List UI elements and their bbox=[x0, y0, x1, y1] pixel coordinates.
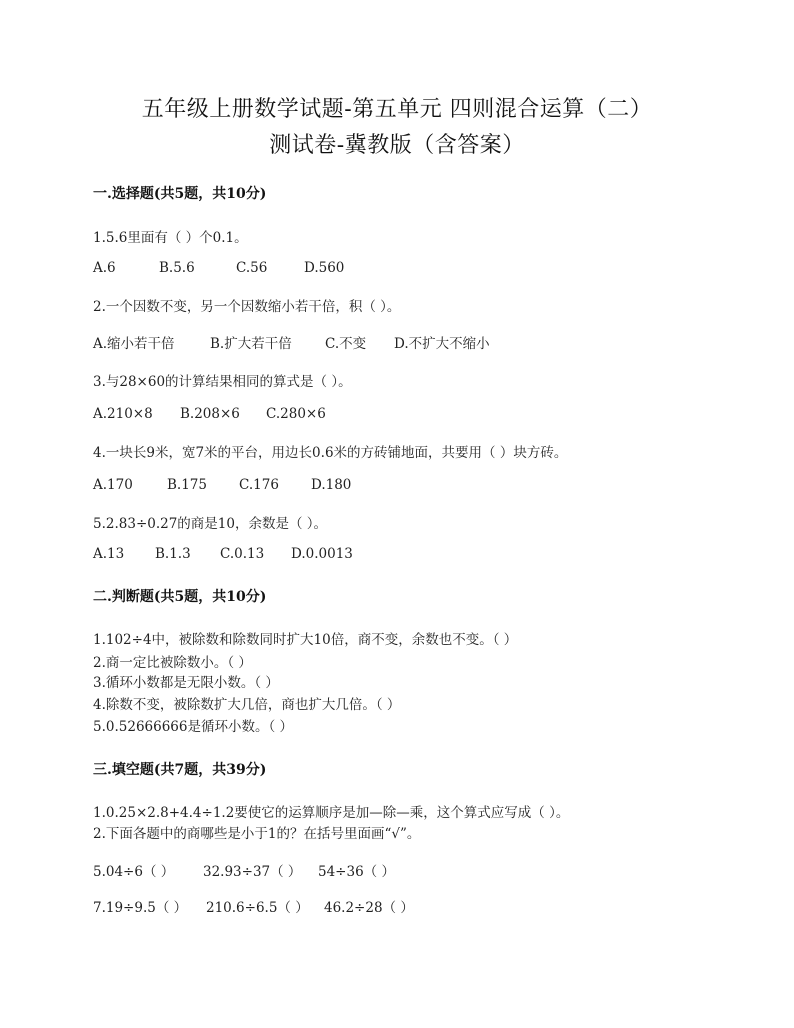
option-a: A.170 bbox=[93, 477, 133, 493]
judge-question-1: 1.102÷4中，被除数和除数同时扩大10倍，商不变，余数也不变。（ ） bbox=[93, 632, 518, 648]
judge-question-5: 5.0.52666666是循环小数。（ ） bbox=[93, 719, 294, 735]
fill-row-1 bbox=[93, 860, 395, 880]
option-c: C.56 bbox=[236, 260, 268, 276]
page-title-line1: 五年级上册数学试题-第五单元 四则混合运算（二） bbox=[141, 97, 653, 122]
option-d: D.180 bbox=[311, 477, 352, 493]
fill-question-2: 2.下面各题中的商哪些是小于1的？在括号里面画“√”。 bbox=[93, 826, 421, 842]
option-c: C.不变 bbox=[325, 336, 367, 352]
option-a: A.缩小若干倍 bbox=[93, 336, 175, 352]
option-d: D.不扩大不缩小 bbox=[394, 336, 490, 352]
expression: 32.93÷37（ ） bbox=[203, 864, 302, 880]
choice-question-4: 4.一块长9米，宽7米的平台，用边长0.6米的方砖铺地面，共要用（ ）块方砖。 bbox=[93, 445, 568, 461]
option-c: C.176 bbox=[239, 477, 279, 493]
option-b: B.175 bbox=[167, 477, 207, 493]
fill-row-2 bbox=[93, 896, 414, 916]
choice-options-3 bbox=[93, 406, 326, 422]
option-d: D.560 bbox=[304, 260, 345, 276]
option-b: B.扩大若干倍 bbox=[210, 336, 292, 352]
expression: 210.6÷6.5（ ） bbox=[206, 900, 309, 916]
option-c: C.280×6 bbox=[266, 406, 326, 422]
page-title-line2: 测试卷-冀教版（含答案） bbox=[269, 133, 525, 158]
option-b: B.208×6 bbox=[180, 406, 240, 422]
expression: 7.19÷9.5（ ） bbox=[93, 900, 188, 916]
section-heading-judge: 二.判断题(共5题，共10分) bbox=[93, 589, 267, 605]
expression: 46.2÷28（ ） bbox=[324, 900, 414, 916]
choice-options-1 bbox=[93, 260, 344, 276]
option-c: C.0.13 bbox=[220, 546, 265, 562]
choice-question-5: 5.2.83÷0.27的商是10，余数是（ ）。 bbox=[93, 516, 328, 532]
option-a: A.210×8 bbox=[93, 406, 153, 422]
judge-question-4: 4.除数不变，被除数扩大几倍，商也扩大几倍。（ ） bbox=[93, 697, 401, 713]
section-heading-fill: 三.填空题(共7题，共39分) bbox=[93, 762, 267, 778]
expression: 54÷36（ ） bbox=[318, 864, 395, 880]
choice-question-2: 2.一个因数不变，另一个因数缩小若干倍，积（ ）。 bbox=[93, 299, 401, 315]
section-heading-choice: 一.选择题(共5题，共10分) bbox=[93, 186, 267, 202]
choice-options-4 bbox=[93, 477, 351, 493]
judge-question-3: 3.循环小数都是无限小数。（ ） bbox=[93, 675, 279, 691]
choice-options-5 bbox=[93, 546, 353, 562]
option-b: B.1.3 bbox=[155, 546, 191, 562]
option-a: A.6 bbox=[93, 260, 116, 276]
choice-options-2 bbox=[93, 332, 490, 352]
expression: 5.04÷6（ ） bbox=[93, 864, 175, 880]
option-b: B.5.6 bbox=[159, 260, 195, 276]
choice-question-3: 3.与28×60的计算结果相同的算式是（ ）。 bbox=[93, 374, 352, 390]
option-a: A.13 bbox=[93, 546, 125, 562]
option-d: D.0.0013 bbox=[291, 546, 353, 562]
choice-question-1: 1.5.6里面有（ ）个0.1。 bbox=[93, 230, 248, 246]
fill-question-1: 1.0.25×2.8+4.4÷1.2要使它的运算顺序是加—除—乘，这个算式应写成（ ）。 bbox=[93, 805, 570, 821]
judge-question-2: 2.商一定比被除数小。（ ） bbox=[93, 655, 252, 671]
